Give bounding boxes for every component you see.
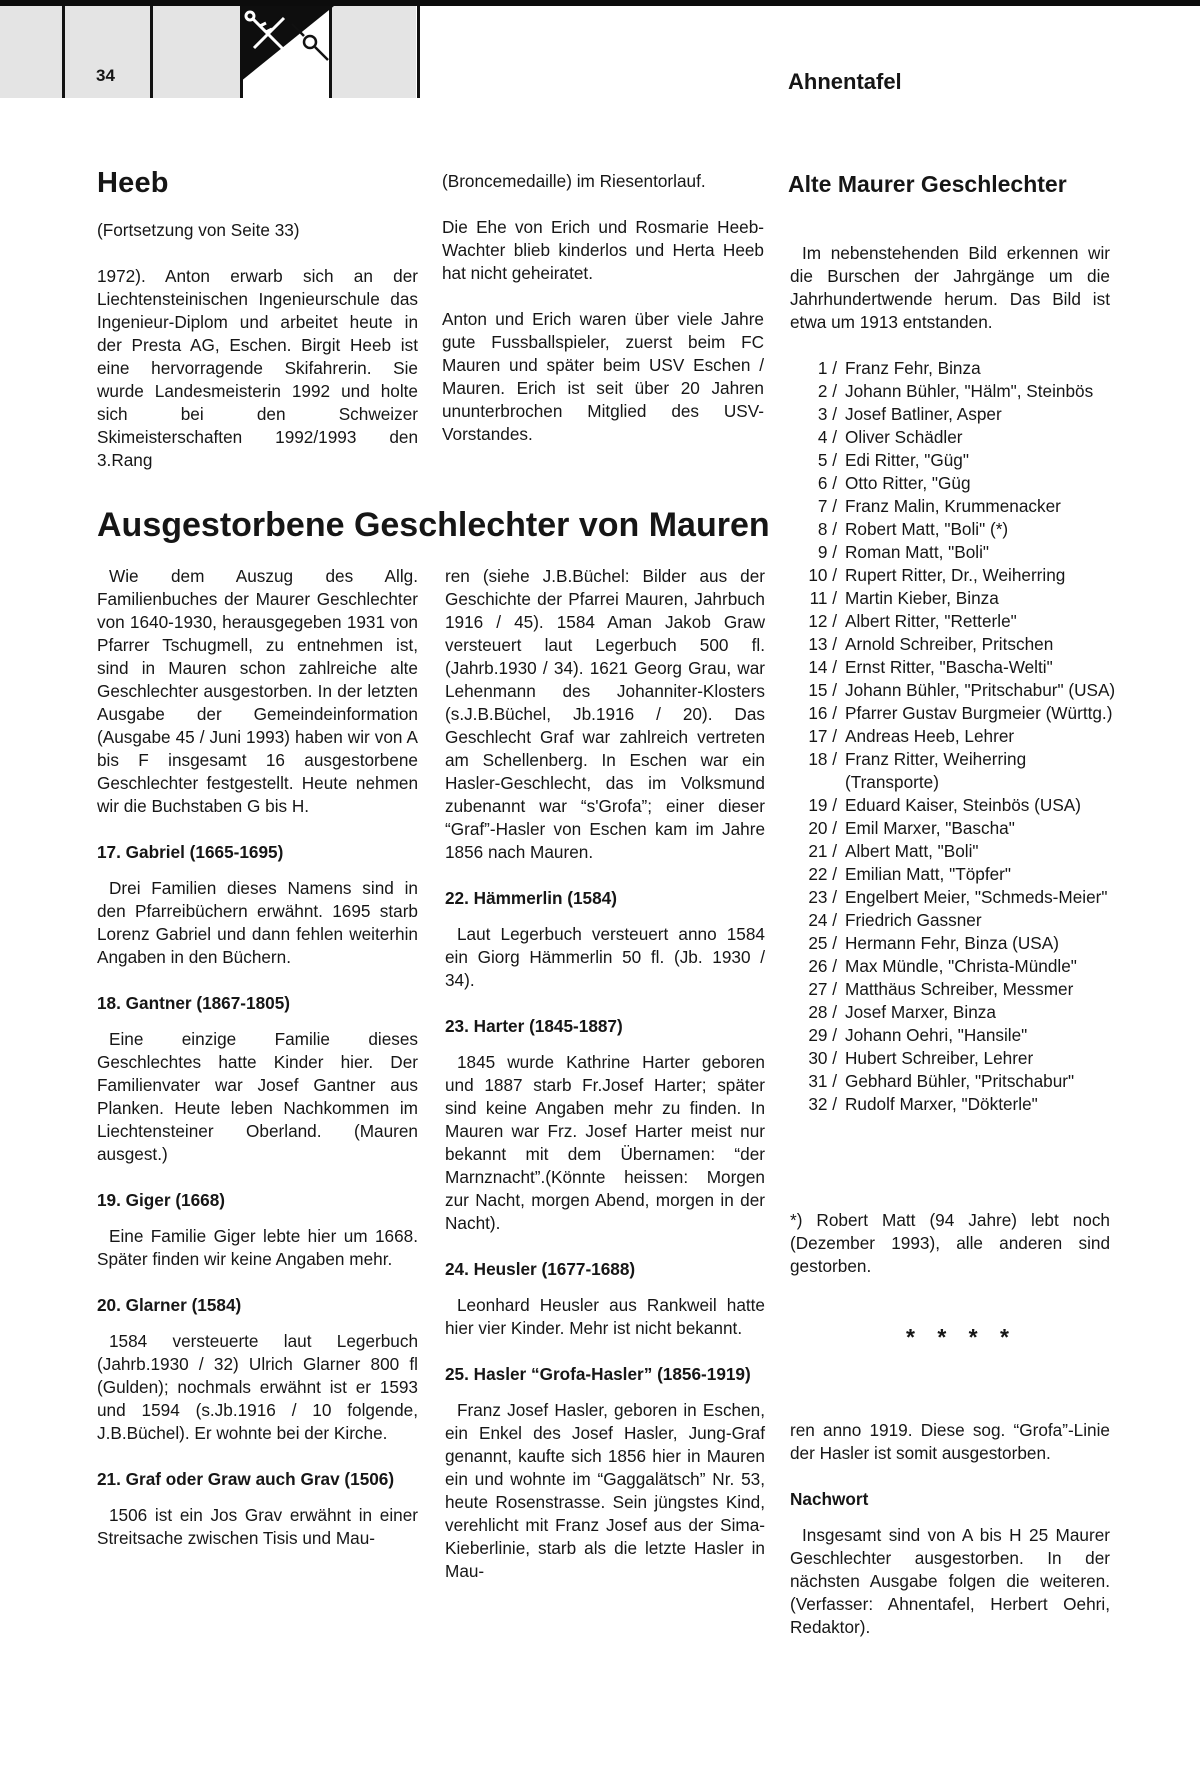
person-name: Franz Fehr, Binza: [845, 358, 981, 378]
person-list-item: [797, 886, 1117, 909]
person-number: 14 /: [808, 657, 837, 677]
page-header: [0, 6, 420, 98]
person-list-item: [797, 955, 1117, 978]
hasler-text: Franz Josef Hasler, geboren in Eschen, ein Enkel des Josef Hasler, Jung-Graf genannt, kaufte sich 1856 hier in Mauren ein und wohnte im “Gaggalätsch” Nr. 53, heute Rosenstrasse. Sein jüngstes Kind, verehlicht mit Franz Josef aus der Sima-Kieberlinie, starb als die letzte Hasler in Mau-: [445, 1400, 765, 1581]
alte-title: Alte Maurer Geschlechter: [788, 171, 1067, 197]
giger-heading: 19. Giger (1668): [97, 1190, 226, 1210]
person-list-item: [797, 449, 1117, 472]
section-title: Ahnentafel: [788, 69, 902, 94]
person-list-item: [797, 817, 1117, 840]
person-list-item: [797, 656, 1117, 679]
ausgestorbene-intro: Wie dem Auszug des Allg. Familienbuches der Maurer Geschlechter von 1640-1930, herausgegeben 1931 von Pfarrer Tschugmell, zu entnehmen ist, sind in Mauren schon zahlreiche alte Geschlechter ausgestorben. In der letzten Ausgabe der Gemeindeinformation (Ausgabe 45 / Juni 1993) haben wir von A bis F insgesamt 16 ausgestorbene Geschlechter festgestellt. Heute nehmen wir die Buchstaben G bis H.: [97, 566, 418, 816]
person-name: Josef Marxer, Binza: [845, 1002, 996, 1022]
alte-footnote: [790, 1209, 1110, 1278]
nachwort-heading: Nachwort: [790, 1489, 869, 1509]
person-name: Rupert Ritter, Dr., Weiherring: [845, 565, 1066, 585]
person-list-item: [797, 909, 1117, 932]
person-number: 15 /: [808, 680, 837, 700]
person-name: Franz Malin, Krummenacker: [845, 496, 1061, 516]
person-number: 19 /: [808, 795, 837, 815]
header-divider: [62, 6, 65, 98]
person-name: Johann Bühler, "Hälm", Steinbös: [845, 381, 1094, 401]
nachwort-text: Insgesamt sind von A bis H 25 Maurer Geschlechter ausgestorben. In der nächsten Ausgabe folgen die weiteren. (Verfasser: Ahnentafel, Herbert Oehri, Redaktor).: [790, 1525, 1110, 1637]
person-name: Oliver Schädler: [845, 427, 963, 447]
gabriel-text: Drei Familien dieses Namens sind in den Pfarreibüchern erwähnt. 1695 starb Lorenz Gabriel und dann fehlen weiterhin Angaben in den Büchern.: [97, 878, 418, 967]
person-number: 1 /: [817, 358, 837, 378]
person-list-item: [797, 495, 1117, 518]
header-band: [0, 6, 62, 98]
person-number: 24 /: [808, 910, 837, 930]
person-name: Johann Oehri, "Hansile": [845, 1025, 1028, 1045]
gabriel-heading: 17. Gabriel (1665-1695): [97, 842, 284, 862]
person-number: 28 /: [808, 1002, 837, 1022]
person-name: Edi Ritter, "Güg": [845, 450, 969, 470]
header-band: [332, 6, 416, 98]
person-name: Gebhard Bühler, "Pritschabur": [845, 1071, 1075, 1091]
hasler-text-continued: ren anno 1919. Diese sog. “Grofa”-Linie der Hasler ist somit ausgestorben.: [790, 1420, 1110, 1463]
harter-text: 1845 wurde Kathrine Harter geboren und 1887 starb Fr.Josef Harter; später sind keine Angaben mehr zu finden. In Mauren war Frz. Josef Harter meist nur bekannt mit dem Übernamen: “der Marnznacht”.(Könnte heissen: Morgen zur Nacht, morgen Abend, morgen in der Nacht).: [445, 1052, 765, 1233]
ausgestorbene-column-3: [790, 1419, 1110, 1662]
heeb-paragraph: Die Ehe von Erich und Rosmarie Heeb-Wachter blieb kinderlos und Herta Heeb hat nicht geheiratet.: [442, 217, 764, 283]
person-number: 20 /: [808, 818, 837, 838]
person-name: Robert Matt, "Boli" (*): [845, 519, 1009, 539]
persons-list: [797, 357, 1117, 1116]
heusler-text: Leonhard Heusler aus Rankweil hatte hier vier Kinder. Mehr ist nicht bekannt.: [445, 1295, 765, 1338]
haemmerlin-heading: 22. Hämmerlin (1584): [445, 888, 617, 908]
person-number: 17 /: [808, 726, 837, 746]
ausgestorbene-column-1: [97, 565, 418, 1573]
person-list-item: [797, 679, 1117, 702]
crossed-keys-emblem-icon: [240, 6, 334, 82]
graf-heading: 21. Graf oder Graw auch Grav (1506): [97, 1469, 395, 1489]
person-name: Arnold Schreiber, Pritschen: [845, 634, 1054, 654]
person-name: Friedrich Gassner: [845, 910, 982, 930]
person-number: 13 /: [808, 634, 837, 654]
haemmerlin-text: Laut Legerbuch versteuert anno 1584 ein Giorg Hämmerlin 50 fl. (Jb. 1930 / 34).: [445, 924, 765, 990]
person-name: Martin Kieber, Binza: [845, 588, 999, 608]
person-list-item: [797, 840, 1117, 863]
person-number: 12 /: [808, 611, 837, 631]
heeb-column-2: [442, 170, 764, 469]
person-number: 2 /: [817, 381, 837, 401]
person-name: Max Mündle, "Christa-Mündle": [845, 956, 1077, 976]
person-number: 11 /: [809, 588, 837, 608]
person-number: 3 /: [817, 404, 837, 424]
person-number: 7 /: [817, 496, 837, 516]
person-number: 8 /: [817, 519, 837, 539]
person-list-item: [797, 357, 1117, 380]
giger-text: Eine Familie Giger lebte hier um 1668. Später finden wir keine Angaben mehr.: [97, 1226, 418, 1269]
gantner-heading: 18. Gantner (1867-1805): [97, 993, 290, 1013]
person-list-item: [797, 1093, 1117, 1116]
heusler-heading: 24. Heusler (1677-1688): [445, 1259, 636, 1279]
person-number: 32 /: [808, 1094, 837, 1114]
person-name: Roman Matt, "Boli": [845, 542, 990, 562]
person-name: Franz Ritter, Weiherring (Transporte): [845, 749, 1027, 792]
person-number: 10 /: [808, 565, 837, 585]
person-list-item: [797, 725, 1117, 748]
person-list-item: [797, 1070, 1117, 1093]
graf-text: 1506 ist ein Jos Grav erwähnt in einer Streitsache zwischen Tisis und Mau-: [97, 1505, 418, 1548]
person-number: 6 /: [817, 473, 837, 493]
heeb-paragraph: (Broncemedaille) im Riesentorlauf.: [442, 171, 706, 191]
person-list-item: [797, 863, 1117, 886]
heeb-title: Heeb: [97, 167, 169, 199]
person-name: Andreas Heeb, Lehrer: [845, 726, 1015, 746]
person-list-item: [797, 472, 1117, 495]
header-divider: [150, 6, 153, 98]
ausgestorbene-title: Ausgestorbene Geschlechter von Mauren: [97, 506, 770, 544]
person-number: 16 /: [808, 703, 837, 723]
person-number: 30 /: [808, 1048, 837, 1068]
person-name: Otto Ritter, "Güg: [845, 473, 971, 493]
person-name: Albert Ritter, "Retterle": [845, 611, 1017, 631]
person-list-item: [797, 587, 1117, 610]
alte-intro-block: [790, 242, 1110, 357]
person-name: Matthäus Schreiber, Messmer: [845, 979, 1074, 999]
person-name: Engelbert Meier, "Schmeds-Meier": [845, 887, 1108, 907]
header-band: [152, 6, 242, 98]
person-list-item: [797, 633, 1117, 656]
graf-text-continued: ren (siehe J.B.Büchel: Bilder aus der Geschichte der Pfarrei Mauren, Jahrbuch 1916 / 45). 1584 Aman Jakob Graw versteuert laut Legerbuch 500 fl. (Jahrb.1930 / 34). 1621 Georg Grau, war Lehenmann des Johanniter-Klosters (s.J.B.Büchel, Jb.1916 / 20). Das Geschlecht Graf war zahlreich vertreten am Schellenberg. In Eschen war ein Hasler-Geschlecht, das im Volksmund zubenannt war “s'Grofa”; einer dieser “Graf”-Hasler von Eschen kam im Jahre 1856 nach Mauren.: [445, 566, 765, 862]
person-list-item: [797, 1024, 1117, 1047]
person-list-item: [797, 403, 1117, 426]
person-number: 21 /: [808, 841, 837, 861]
person-number: 18 /: [808, 749, 837, 769]
person-name: Hermann Fehr, Binza (USA): [845, 933, 1059, 953]
person-list-item: [797, 564, 1117, 587]
person-number: 25 /: [808, 933, 837, 953]
heeb-continuation: (Fortsetzung von Seite 33): [97, 220, 300, 240]
person-number: 23 /: [808, 887, 837, 907]
person-number: 26 /: [808, 956, 837, 976]
person-name: Josef Batliner, Asper: [845, 404, 1002, 424]
person-name: Albert Matt, "Boli": [845, 841, 979, 861]
person-list-item: [797, 794, 1117, 817]
person-number: 5 /: [817, 450, 837, 470]
person-number: 29 /: [808, 1025, 837, 1045]
person-list-item: [797, 748, 1117, 794]
glarner-text: 1584 versteuerte laut Legerbuch (Jahrb.1930 / 32) Ulrich Glarner 800 fl (Gulden); nochmals erwähnt ist er 1593 und 1594 (s.Jb.1916 / 10 folgende, J.B.Büchel). Er wohnte bei der Kirche.: [97, 1331, 418, 1443]
alte-intro: Im nebenstehenden Bild erkennen wir die Burschen der Jahrgänge um die Jahrhundertwende herum. Das Bild ist etwa um 1913 entstanden.: [790, 243, 1110, 332]
person-list-item: [797, 518, 1117, 541]
person-name: Hubert Schreiber, Lehrer: [845, 1048, 1034, 1068]
person-list-item: [797, 1001, 1117, 1024]
person-list-item: [797, 426, 1117, 449]
person-number: 4 /: [817, 427, 837, 447]
person-number: 27 /: [808, 979, 837, 999]
person-name: Pfarrer Gustav Burgmeier (Württg.): [845, 703, 1113, 723]
person-name: Eduard Kaiser, Steinbös (USA): [845, 795, 1081, 815]
person-name: Johann Bühler, "Pritschabur" (USA): [845, 680, 1116, 700]
ausgestorbene-column-2: [445, 565, 765, 1606]
person-list-item: [797, 1047, 1117, 1070]
page-number: 34: [96, 66, 115, 85]
heeb-paragraph: Anton und Erich waren über viele Jahre gute Fussballspieler, zuerst beim FC Mauren und später beim USV Eschen / Mauren. Erich ist seit über 20 Jahren ununterbrochen Mitglied des USV-Vorstandes.: [442, 309, 764, 444]
person-number: 22 /: [808, 864, 837, 884]
person-list-item: [797, 541, 1117, 564]
person-list-item: [797, 610, 1117, 633]
gantner-text: Eine einzige Familie dieses Geschlechtes hatte Kinder hier. Der Familienvater war Josef Gantner aus Planken. Heute leben Nachkommen im Liechtensteiner Oberland. (Mauren ausgest.): [97, 1029, 418, 1164]
footnote-text: *) Robert Matt (94 Jahre) lebt noch (Dezember 1993), alle anderen sind gestorben.: [790, 1210, 1110, 1276]
heeb-column-1: [97, 219, 418, 472]
header-divider: [417, 6, 420, 98]
person-number: 9 /: [817, 542, 837, 562]
harter-heading: 23. Harter (1845-1887): [445, 1016, 623, 1036]
person-name: Emilian Matt, "Töpfer": [845, 864, 1011, 884]
person-list-item: [797, 978, 1117, 1001]
person-name: Emil Marxer, "Bascha": [845, 818, 1015, 838]
section-separator: * * * *: [906, 1324, 1017, 1350]
heeb-paragraph: 1972). Anton erwarb sich an der Liechtensteinischen Ingenieurschule das Ingenieur-Diplom und arbeitet heute in der Presta AG, Eschen. Birgit Heeb ist eine hervorragende Skifahrerin. Sie wurde Landesmeisterin 1992 und holte sich bei den Schweizer Skimeisterschaften 1992/1993 den 3.Rang: [97, 266, 418, 470]
glarner-heading: 20. Glarner (1584): [97, 1295, 242, 1315]
person-list-item: [797, 702, 1117, 725]
hasler-heading: 25. Hasler “Grofa-Hasler” (1856-1919): [445, 1364, 751, 1384]
person-name: Ernst Ritter, "Bascha-Welti": [845, 657, 1053, 677]
person-list-item: [797, 932, 1117, 955]
person-number: 31 /: [808, 1071, 837, 1091]
person-name: Rudolf Marxer, "Dökterle": [845, 1094, 1038, 1114]
person-list-item: [797, 380, 1117, 403]
